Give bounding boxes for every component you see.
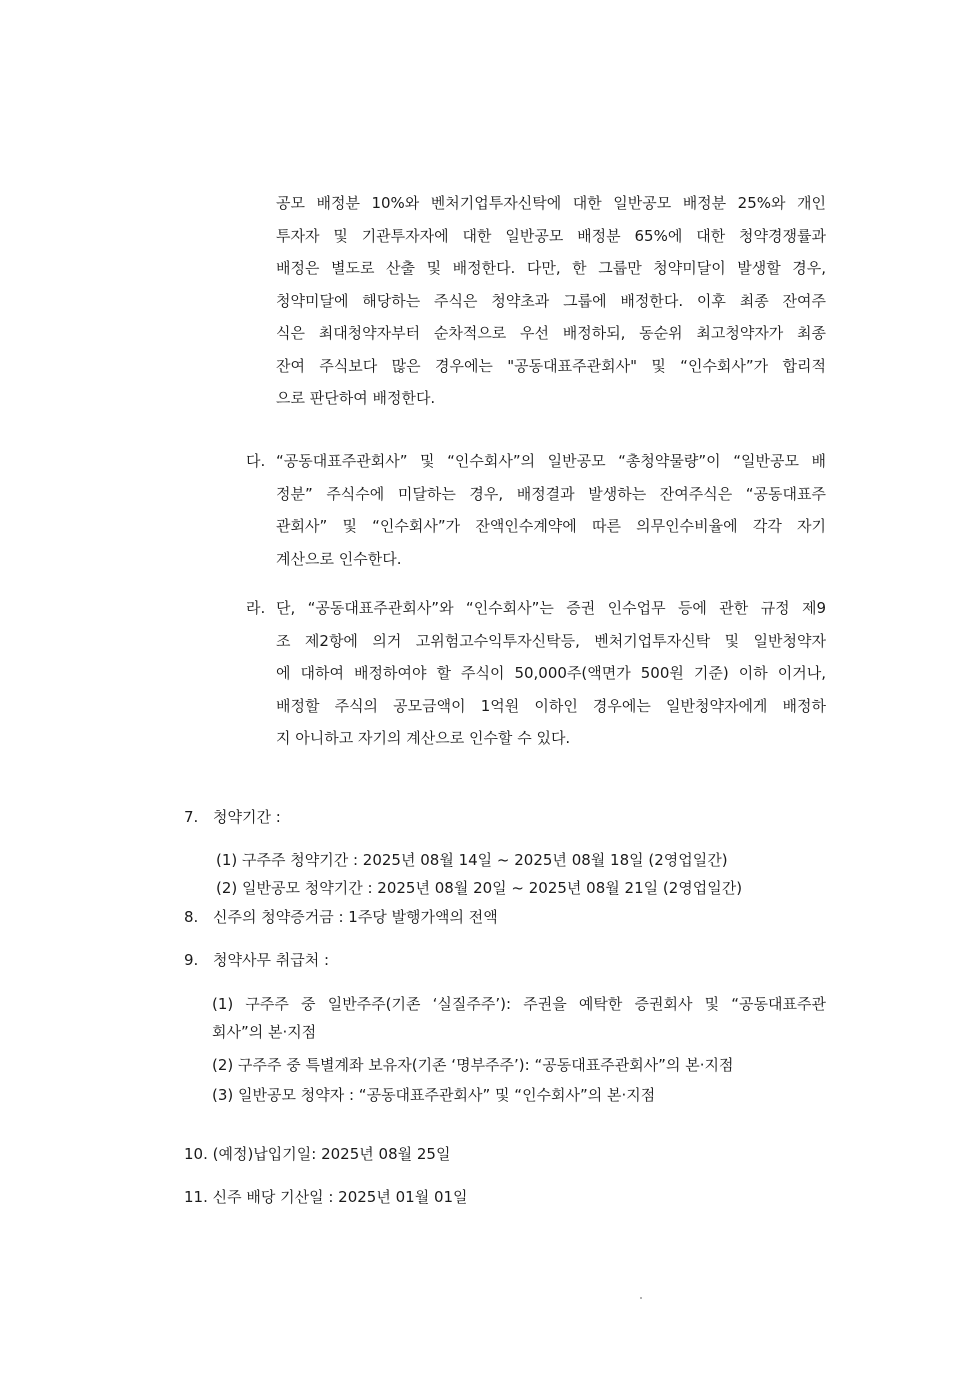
section-8-heading (184, 902, 498, 932)
sub-item-text: (1) 구주주 청약기간 : 2025년 08월 14일 ~ 2025년 08월 18일 (2영업일간) (216, 851, 728, 869)
paragraph-line: “공동대표주관회사” 및 “인수회사”의 일반공모 “총청약물량”이 “일반공모 배 (276, 452, 826, 470)
paragraph-line: 계산으로 인수한다. (276, 549, 402, 568)
paragraph-line: 식은 최대청약자부터 순차적으로 우선 배정하되, 동순위 최고청약자가 최종 (276, 324, 826, 342)
paragraph-line: 으로 판단하여 배정한다. (276, 389, 436, 407)
paragraph-line: 지 아니하고 자기의 계산으로 인수할 수 있다. (276, 729, 571, 747)
paragraph-line: 청약미달에 해당하는 주식은 청약초과 그룹에 배정한다. 이후 최종 잔여주 (276, 291, 826, 310)
item-da-marker (246, 445, 276, 478)
sub-item-text: (2) 일반공모 청약기간 : 2025년 08월 20일 ~ 2025년 08월 21일 (2영업일간) (216, 879, 743, 897)
paragraph-line: 조 제2항에 의거 고위험고수익투자신탁등, 벤처기업투자신탁 및 일반청약자 (276, 631, 826, 650)
section-7-subscription-period-public (216, 873, 742, 903)
sub-item-text: (3) 일반공모 청약자 : “공동대표주관회사” 및 “인수회사”의 본·지점 (212, 1086, 656, 1104)
section-11-dividend-date (184, 1182, 468, 1212)
section-title: 청약사무 취급처 : (213, 951, 330, 969)
section-number: 9. (184, 951, 199, 969)
paragraph-line: 잔여 주식보다 많은 경우에는 "공동대표주관회사" 및 “인수회사”가 합리적 (276, 356, 826, 375)
item-marker: 다. (246, 452, 266, 470)
section-7-heading (184, 802, 281, 832)
scan-speck (640, 1297, 642, 1299)
section-9-existing-general-cont (212, 1017, 316, 1047)
section-title: 청약기간 : (213, 808, 281, 826)
section-number: 8. (184, 908, 199, 926)
paragraph-line: 관회사” 및 “인수회사”가 잔액인수계약에 따른 의무인수비율에 각각 자기 (276, 517, 826, 535)
section-10-payment-date (184, 1139, 450, 1169)
paragraph-line: 에 대하여 배정하여야 할 주식이 50,000주(액면가 500원 기준) 이하 이거나, (276, 664, 826, 682)
item-ra-paragraph (276, 592, 826, 755)
paragraph-line: 정분” 주식수에 미달하는 경우, 배정결과 발생하는 잔여주식은 “공동대표주 (276, 484, 826, 503)
section-7-subscription-period-existing (216, 845, 728, 875)
section-9-special-account (212, 1050, 733, 1080)
sub-item-text: (2) 구주주 중 특별계좌 보유자(기존 ‘명부주주’): “공동대표주관회사”의 본·지점 (212, 1056, 734, 1074)
paragraph-line: 배정할 주식의 공모금액이 1억원 이하인 경우에는 일반청약자에게 배정하 (276, 696, 826, 715)
paragraph-line: 공모 배정분 10%와 벤처기업투자신탁에 대한 일반공모 배정분 25%와 개인 (276, 194, 826, 212)
sub-item-text: (1) 구주주 중 일반주주(기존 ‘실질주주’): 주권을 예탁한 증권회사 및 “공동대표주관 (212, 995, 826, 1013)
item-marker: 라. (246, 599, 266, 617)
section-9-existing-general (212, 989, 826, 1019)
section-text: 신주의 청약증거금 : 1주당 발행가액의 전액 (213, 908, 498, 926)
section-number: 7. (184, 808, 199, 826)
allocation-paragraph (276, 187, 826, 415)
item-da-paragraph (276, 445, 826, 575)
paragraph-line: 단, “공동대표주관회사”와 “인수회사”는 증권 인수업무 등에 관한 규정 제9 (276, 599, 826, 617)
section-9-public-subscriber (212, 1080, 655, 1110)
item-ra-marker (246, 592, 276, 625)
sub-item-text: 회사”의 본·지점 (212, 1023, 317, 1041)
section-9-heading (184, 945, 329, 975)
section-text: 11. 신주 배당 기산일 : 2025년 01월 01일 (184, 1188, 468, 1206)
paragraph-line: 투자자 및 기관투자자에 대한 일반공모 배정분 65%에 대한 청약경쟁률과 (276, 226, 826, 245)
paragraph-line: 배정은 별도로 산출 및 배정한다. 다만, 한 그룹만 청약미달이 발생할 경우, (276, 259, 826, 277)
section-text: 10. (예정)납입기일: 2025년 08월 25일 (184, 1145, 451, 1163)
